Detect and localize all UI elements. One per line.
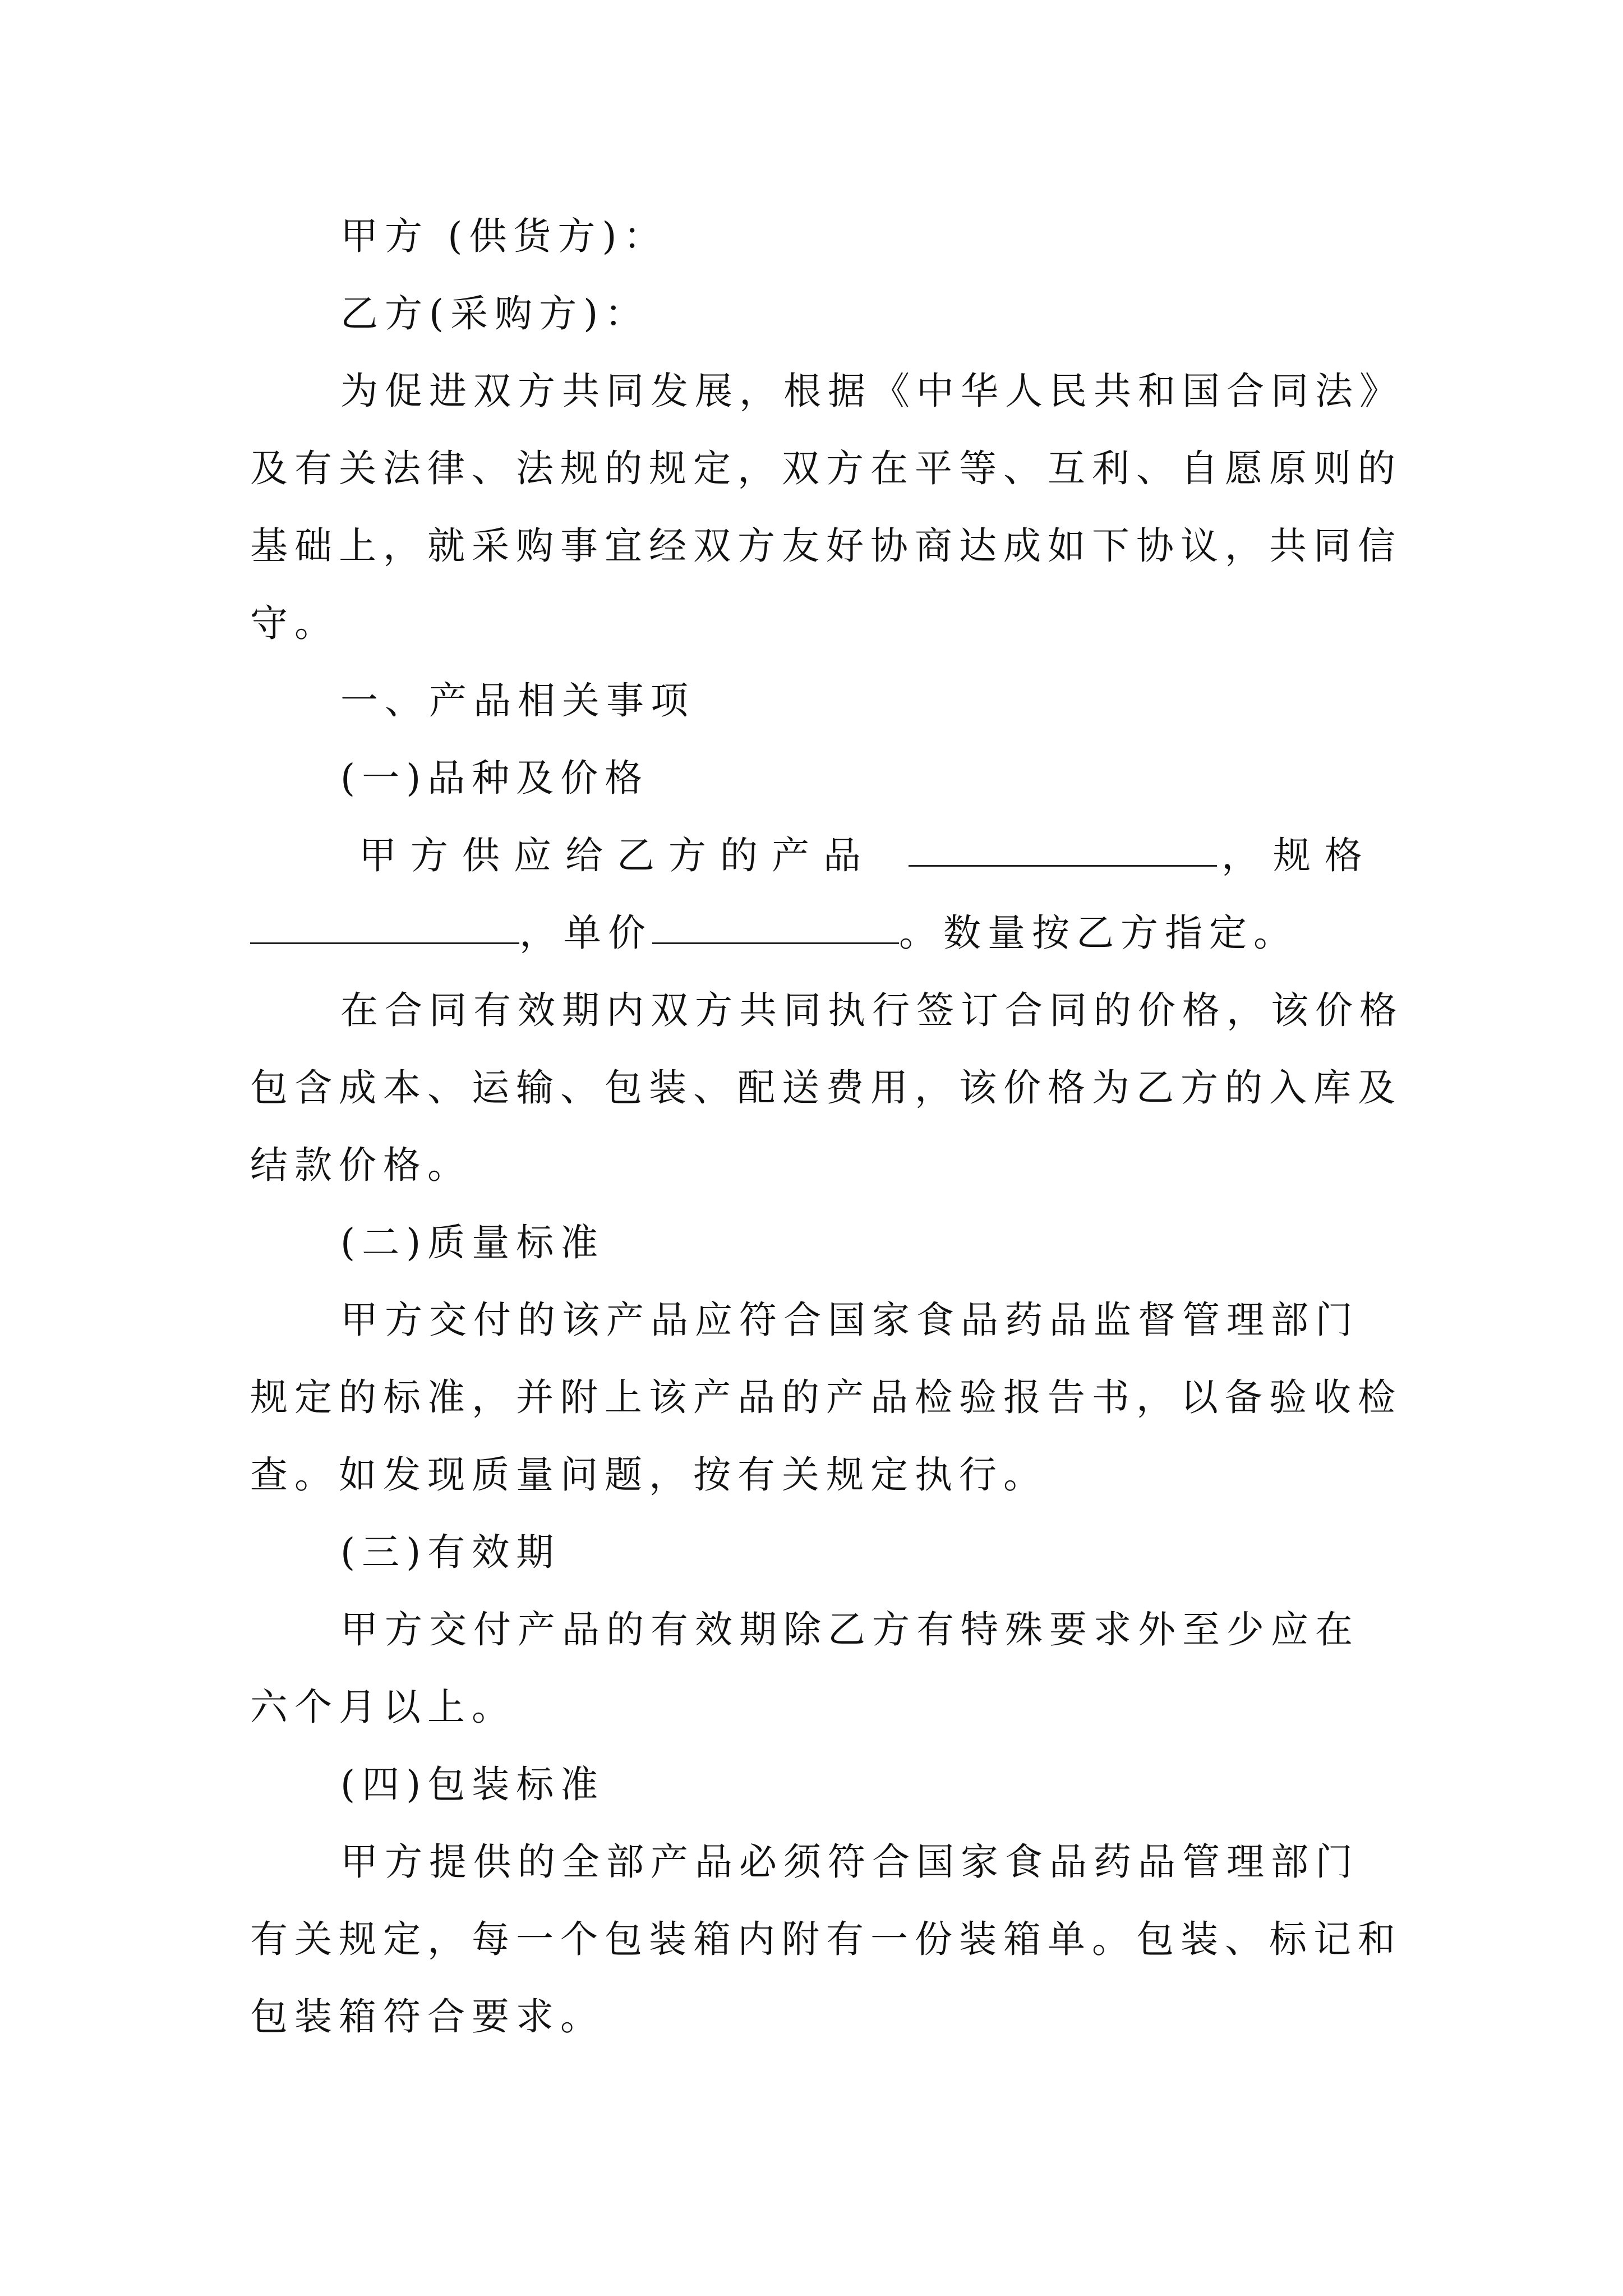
paragraph-line: 包装箱符合要求。 — [250, 1995, 605, 2039]
paragraph-line: 规定的标准，并附上该产品的产品检验报告书，以备验收检 — [250, 1375, 1402, 1419]
section-heading: 一、产品相关事项 — [340, 679, 695, 723]
spec-blank — [250, 908, 519, 944]
paragraph-line: 在合同有效期内双方共同执行签订合同的价格，该价格 — [340, 988, 1404, 1032]
product-label: 甲方供应给乙方的产品 — [359, 834, 875, 877]
party-a-line: 甲方 (供货方)： — [340, 214, 668, 258]
unit-price-blank — [652, 908, 899, 944]
paragraph-line: 查。如发现质量问题，按有关规定执行。 — [250, 1453, 1048, 1497]
preamble-line: 及有关法律、法规的规定，双方在平等、互利、自愿原则的 — [250, 447, 1402, 490]
paragraph-line: 六个月以上。 — [250, 1685, 516, 1729]
subsection-heading: (一)品种及价格 — [340, 756, 649, 800]
price-line — [250, 908, 1298, 958]
paragraph-line: 结款价格。 — [250, 1143, 472, 1187]
paragraph-line: 甲方交付的该产品应符合国家食品药品监督管理部门 — [340, 1298, 1359, 1342]
spec-label: ，规格 — [1221, 834, 1376, 877]
preamble-line: 为促进双方共同发展，根据《中华人民共和国合同法》 — [340, 369, 1404, 413]
subsection-heading: (二)质量标准 — [340, 1221, 605, 1264]
paragraph-line: 甲方交付产品的有效期除乙方有特殊要求外至少应在 — [340, 1608, 1359, 1651]
product-line — [359, 830, 1376, 881]
party-b-line: 乙方(采购方)： — [340, 292, 649, 335]
paragraph-line: 包含成本、运输、包装、配送费用，该价格为乙方的入库及 — [250, 1066, 1402, 1110]
unit-price-label: ，单价 — [519, 911, 652, 955]
subsection-heading: (四)包装标准 — [340, 1763, 605, 1806]
subsection-heading: (三)有效期 — [340, 1530, 561, 1574]
paragraph-line: 有关规定，每一个包装箱内附有一份装箱单。包装、标记和 — [250, 1917, 1402, 1961]
preamble-line: 基础上，就采购事宜经双方友好协商达成如下协议，共同信 — [250, 524, 1402, 568]
quantity-note: 。数量按乙方指定。 — [899, 911, 1298, 955]
product-blank — [909, 830, 1217, 867]
paragraph-line: 甲方提供的全部产品必须符合国家食品药品管理部门 — [340, 1840, 1359, 1884]
preamble-line: 守。 — [250, 601, 339, 645]
